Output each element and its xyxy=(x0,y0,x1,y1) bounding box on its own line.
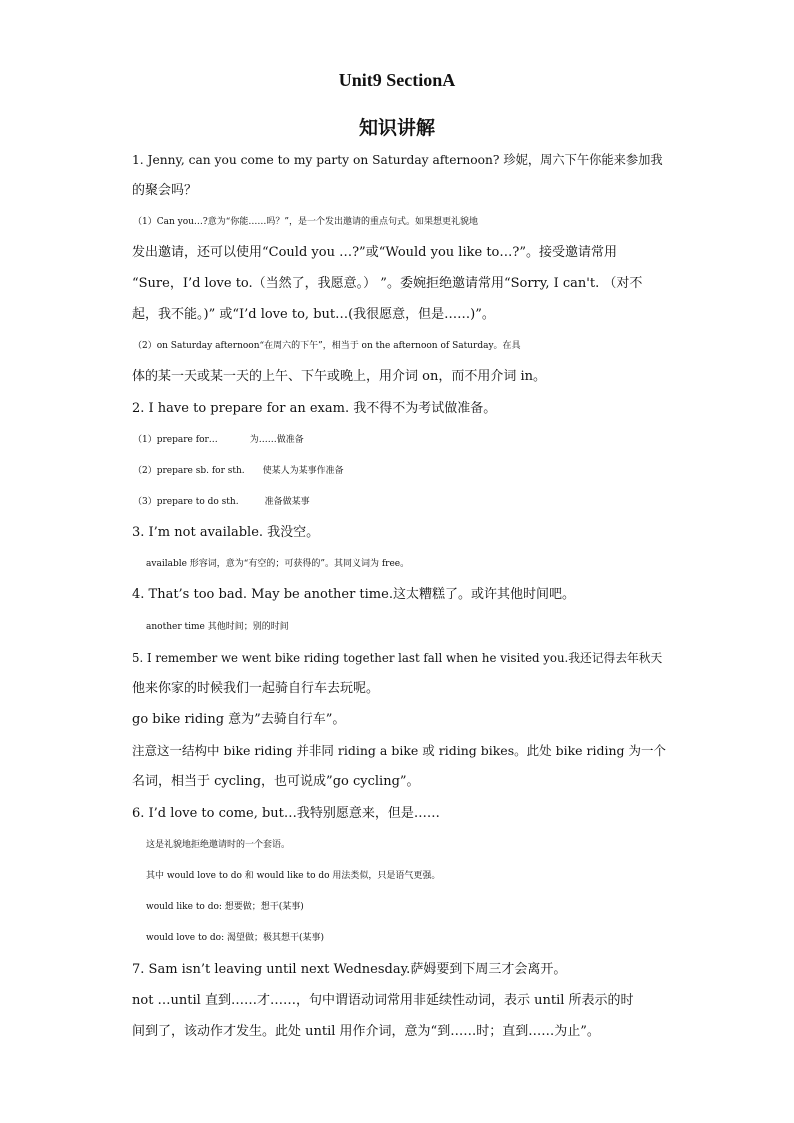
item-4-line-1: 4. That’s too bad. May be another time.这太糟糕了。或许其他时间吧。 xyxy=(132,587,575,602)
item-2-phrase-3 xyxy=(133,494,668,510)
item-5-line-3: go bike riding 意为”去骑自行车”。 xyxy=(132,712,346,727)
item-2-phrase-1 xyxy=(133,432,668,448)
item-5-line-5: 名词，相当于 cycling，也可说成”go cycling”。 xyxy=(132,774,420,789)
item-7-line-2: not …until 直到……才……，句中谓语动词常用非延续性动词，表示 until 所表示的时 xyxy=(132,993,634,1008)
item-1-sub-1-line-1: （1）Can you…?意为“你能……吗？”，是一个发出邀请的重点句式。如果想更礼貌地 xyxy=(133,217,478,227)
item-5-line-1: 5. I remember we went bike riding together last fall when he visited you.我还记得去年秋天 xyxy=(132,651,663,665)
phrase-1-chinese: 为……做准备 xyxy=(249,435,304,445)
item-1-sub-2-line-2: 体的某一天或某一天的上午、下午或晚上，用介词 on，而不用介词 in。 xyxy=(132,369,546,384)
item-1-sub-1-line-2: 发出邀请，还可以使用“Could you …?”或“Would you like to…?”。接受邀请常用 xyxy=(132,245,617,260)
item-6-line-2: 这是礼貌地拒绝邀请时的一个套语。 xyxy=(146,840,291,850)
item-1-sub-1-line-4: 起，我不能。)” 或“I’d love to, but…(我很愿意，但是……)”。 xyxy=(132,307,495,322)
item-6-line-5: would love to do: 渴望做；极其想干(某事) xyxy=(146,933,324,943)
item-2-line-1: 2. I have to prepare for an exam. 我不得不为考试做准备。 xyxy=(132,401,497,416)
item-6-line-4: would like to do: 想要做；想干(某事) xyxy=(146,902,304,912)
item-7-line-1: 7. Sam isn’t leaving until next Wednesday.萨姆要到下周三才会离开。 xyxy=(132,962,567,977)
item-3-line-2: available 形容词，意为“有空的；可获得的”。其同义词为 free。 xyxy=(146,559,410,569)
item-1-line-1: 1. Jenny, can you come to my party on Saturday afternoon? 珍妮，周六下午你能来参加我 xyxy=(132,153,663,167)
item-5-line-4: 注意这一结构中 bike riding 并非同 riding a bike 或 riding bikes。此处 bike riding 为一个 xyxy=(132,743,667,758)
item-7-line-3: 间到了，该动作才发生。此处 until 用作介词，意为“到……时；直到……为止”。 xyxy=(132,1024,600,1039)
item-1-line-2: 的聚会吗？ xyxy=(132,183,198,198)
phrase-3-english: （3）prepare to do sth. xyxy=(133,497,239,507)
phrase-2-chinese: 使某人为某事作准备 xyxy=(262,466,344,476)
item-1-sub-2-line-1: （2）on Saturday afternoon“在周六的下午”，相当于 on the afternoon of Saturday。在具 xyxy=(133,341,521,351)
document-subtitle: 知识讲解 xyxy=(358,117,435,139)
item-3-line-1: 3. I’m not available. 我没空。 xyxy=(132,525,320,540)
item-6-line-1: 6. I’d love to come, but…我特别愿意来，但是…… xyxy=(132,806,440,821)
item-5-line-2: 他来你家的时候我们一起骑自行车去玩呢。 xyxy=(132,681,380,696)
phrase-3-chinese: 准备做某事 xyxy=(264,497,310,507)
phrase-1-english: （1）prepare for… xyxy=(133,435,218,445)
phrase-2-english: （2）prepare sb. for sth. xyxy=(133,466,245,476)
document-title: Unit9 SectionA xyxy=(338,70,456,90)
item-6-line-3: 其中 would love to do 和 would like to do 用法类似，只是语气更强。 xyxy=(146,871,441,881)
item-4-line-2: another time 其他时间；别的时间 xyxy=(146,622,289,632)
item-1-sub-1-line-3: “Sure，I’d love to.（当然了，我愿意。） ”。委婉拒绝邀请常用“Sorry, I can't. （对不 xyxy=(132,276,643,291)
item-2-phrase-2 xyxy=(133,463,668,479)
